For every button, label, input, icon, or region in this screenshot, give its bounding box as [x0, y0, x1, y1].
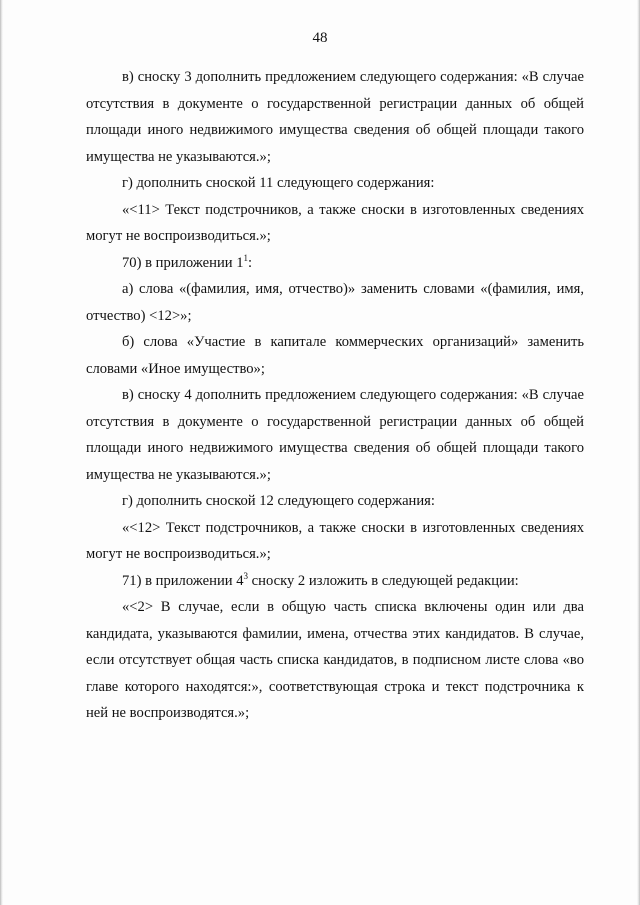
paragraph-item-71 — [86, 568, 584, 595]
scan-edge-left — [0, 0, 3, 905]
item-71-text: 71) в приложении 4 — [122, 572, 244, 589]
item-71-superscript: 3 — [243, 570, 249, 581]
paragraph-70-v: в) сноску 4 дополнить предложением следующего содержания: «В случае отсутствия в документе о государственной регистрации данных об общей площади иного недвижимого имущества сведения об общей площади такого имущества не указываются.»; — [86, 387, 584, 483]
paragraph-footnote-11-text: «<11> Текст подстрочников, а также сноски в изготовленных сведениях могут не воспроизводиться.»; — [86, 201, 584, 244]
paragraph-footnote-3-addition: в) сноску 3 дополнить предложением следующего содержания: «В случае отсутствия в документе о государственной регистрации данных об общей площади иного недвижимого имущества сведения об общей площади такого имущества не указываются.»; — [86, 69, 584, 165]
paragraph-footnote-2-text: «<2> В случае, если в общую часть списка включены один или два кандидата, указываются фамилии, имена, отчества этих кандидатов. В случае, если отсутствует общая часть списка кандидатов, в подписном листе слова «во главе которого находятся:», соответствующая строка и текст подстрочника к ней не воспроизводятся.»; — [86, 599, 584, 721]
paragraph-70-g: г) дополнить сноской 12 следующего содержания: — [122, 493, 435, 509]
item-71-tail: сноску 2 изложить в следующей редакции: — [248, 572, 519, 589]
item-70-text: 70) в приложении 1 — [122, 254, 244, 271]
paragraph-70-b: б) слова «Участие в капитале коммерческих организаций» заменить словами «Иное имущество»; — [86, 334, 584, 377]
paragraph-footnote-12-text: «<12> Текст подстрочников, а также сноски в изготовленных сведениях могут не воспроизводиться.»; — [86, 519, 584, 562]
item-70-superscript: 1 — [243, 252, 249, 263]
document-body — [86, 64, 584, 727]
item-70-tail: : — [248, 254, 253, 271]
paragraph-70-a: а) слова «(фамилия, имя, отчество)» заменить словами «(фамилия, имя, отчество) <12>»; — [86, 281, 584, 324]
paragraph-item-70 — [86, 250, 584, 277]
paragraph-add-footnote-11: г) дополнить сноской 11 следующего содержания: — [122, 175, 435, 191]
page-number: 48 — [312, 30, 328, 46]
